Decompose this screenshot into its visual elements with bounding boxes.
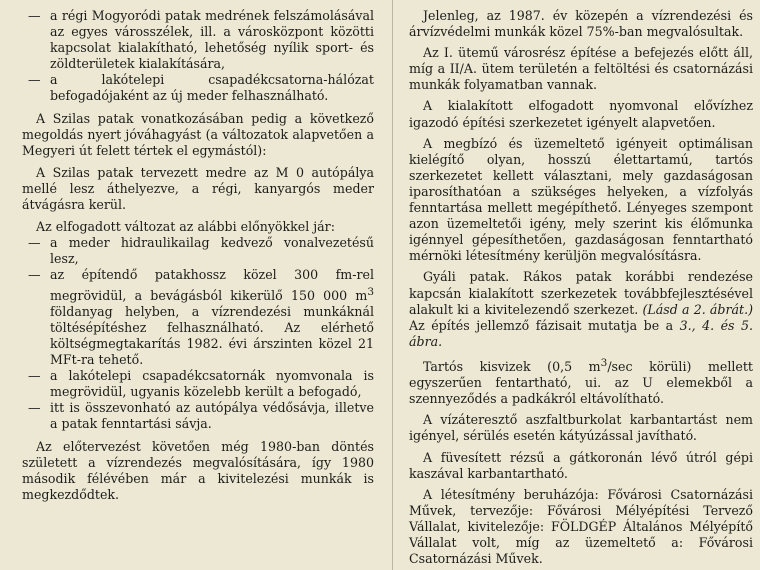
superscript: 3 <box>600 356 608 369</box>
bullet-text: a régi Mogyoródi patak medrének felszámolásával az egyes városszélek, ill. a városközpont közötti kapcsolat kialakítható, lehetőség nyílik sport- és zöldterületek kialakítására, <box>50 8 374 72</box>
bullet-dash: — <box>28 267 41 283</box>
bullet-dash: — <box>28 8 41 23</box>
text-run: /sec körüli) mellett egyszerűen fentartható, ui. az U elemekből a szennyeződés a padkákról eltávolítható. <box>409 359 753 407</box>
text-run: Az építés jellemző fázisait mutatja be a <box>409 317 680 333</box>
list-item <box>22 235 374 267</box>
right-column <box>409 8 753 567</box>
bullet-dash: — <box>28 400 41 416</box>
list-item <box>22 8 374 72</box>
paragraph-investor: A létesítmény beruházója: Fővárosi Csatornázási Művek, tervezője: Fővárosi Mélyépítési Tervező Vállalat, kivitelezője: FÖLDGÉP Általános Mélyépítő Vállalat volt, míg az üzemeltető a: Fővárosi Csatornázási Művek. <box>409 486 753 567</box>
figure-reference: 3., 4. és 5. ábra. <box>409 317 753 349</box>
paragraph-slope: A füvesített rézsű a gátkoronán lévő útról gépi kaszával karbantartható. <box>409 449 753 481</box>
text-run: Gyáli patak. Rákos patak korábbi rendezése kapcsán kialakított szerkezetek továbbfejlesztésével alakult ki a kivitelezendő szerkezet. <box>409 269 753 317</box>
bullet-dash: — <box>28 368 41 384</box>
bullet-text: a meder hidraulikailag kedvező vonalvezetésű lesz, <box>50 235 374 267</box>
paragraph-asphalt: A vízáteresztő aszfaltburkolat karbantartást nem igényel, sérülés esetén kátyúzással javítható. <box>409 412 753 444</box>
list-item <box>22 368 374 400</box>
bullet-text: a lakótelepi csapadékcsatornák nyomvonala is megrövidül, ugyanis közelebb került a befogadó, <box>50 368 374 400</box>
paragraph-1980: Az előtervezést követően még 1980-ban döntés született a vízrendezés megvalósítására, így 1980 második félévében már a kivitelezési munkák is megkezdődtek. <box>22 438 374 502</box>
paragraph-client: A megbízó és üzemeltető igényeit optimálisan kielégítő olyan, hosszú élettartamú, tartós szerkezetet kellett választani, mely gazdaságosan iparosíthatóan a szükséges helyeken, a vízfolyás fenntartása mellett megépíthető. Lényeges szempont azon üzemeltetői igény, mely szerint kis élőmunka igénnyel gépesíthetően, gazdaságosan fenntartható mérnöki létesítmény kerüljön megvalósításra. <box>409 135 753 264</box>
paragraph-phases: Az I. ütemű városrész építése a befejezés előtt áll, míg a II/A. ütem területén a feltöltési és csatornázási munkák folyamatban vannak. <box>409 45 753 93</box>
column-divider <box>392 0 393 570</box>
left-column <box>22 8 374 503</box>
paragraph-low-water <box>409 355 753 407</box>
paragraph-advantages-intro: Az elfogadott változat az alábbi előnyökkel jár: <box>36 219 335 235</box>
paragraph-gyali <box>409 269 753 349</box>
paragraph-1987: Jelenleg, az 1987. év közepén a vízrendezési és árvízvédelmi munkák közel 75%-ban megvalósultak. <box>409 8 753 40</box>
superscript: 3 <box>367 285 374 298</box>
bullet-dash: — <box>28 235 41 251</box>
list-item <box>22 72 374 104</box>
paragraph-m0: A Szilas patak tervezett medre az M 0 autópálya mellé lesz áthelyezve, a régi, kanyargós meder átvágásra kerül. <box>22 164 374 213</box>
paragraph-alignment: A kialakított elfogadott nyomvonal elővízhez igazodó építési szerkezetet igényelt alapvetően. <box>409 98 753 130</box>
bullet-text <box>50 267 374 368</box>
bullet-text: a lakótelepi csapadékcsatorna-hálózat befogadójaként az új meder felhasználható. <box>50 72 374 104</box>
list-item <box>22 400 374 432</box>
list-item <box>22 267 374 368</box>
paragraph-szilas: A Szilas patak vonatkozásában pedig a következő megoldás nyert jóváhagyást (a változatok alapvetően a Megyeri út felett tértek el egymástól): <box>22 110 374 158</box>
text-run: Tartós kisvizek (0,5 m <box>423 359 601 375</box>
text-run: az építendő patakhossz közel 300 fm-rel megrövidül, a bevágásból kikerülő 150 000 m <box>50 267 374 303</box>
figure-reference: (Lásd a 2. ábrát.) <box>642 301 753 317</box>
bullet-text: itt is összevonható az autópálya védősávja, illetve a patak fenntartási sávja. <box>50 400 374 432</box>
bullet-dash: — <box>28 72 41 88</box>
text-run: földanyag helyben, a vízrendezési munkáknál töltésépítéshez felhasználható. Az elérhető költségmegtakarítás 1982. évi árszinten közel 21 MFt-ra tehető. <box>50 303 374 368</box>
